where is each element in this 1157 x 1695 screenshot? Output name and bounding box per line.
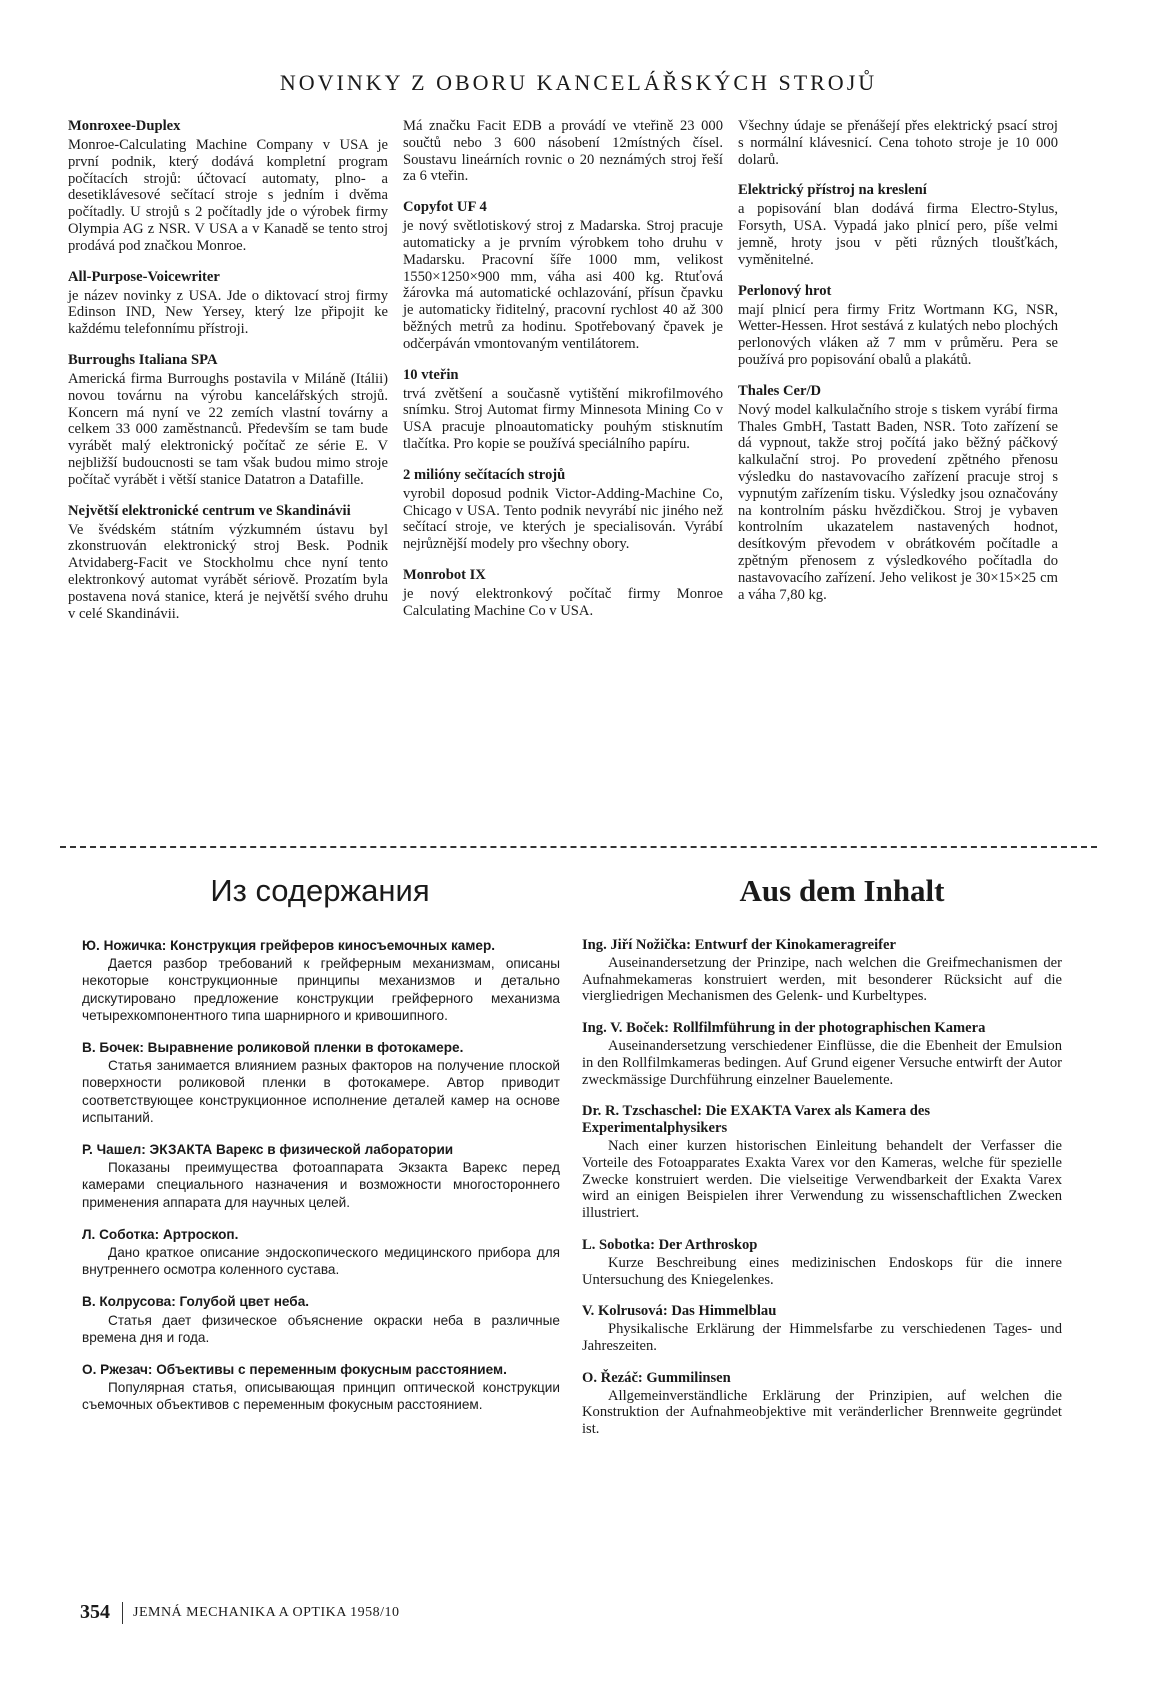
- news-item-text: Americká firma Burroughs postavila v Miláně (Itálii) novou továrnu na výrobu kancelářských strojů. Koncern má nyní ve 22 zemích vlastní továrny a celkem 33 000 zaměstnanců. Především se tam bude vyrábět malý elektronický počítač ze série E. V nejbližší budoucnosti se tam však budou mimo stroje počítač vyrábět i větší stanice Datatron a Datafille.: [68, 370, 388, 488]
- news-item: [403, 367, 723, 453]
- toc-entry-title: Dr. R. Tzschaschel: Die EXAKTA Varex als Kamera des Experimentalphysikers: [582, 1103, 931, 1137]
- news-item: [403, 467, 723, 553]
- toc-entry: [582, 1370, 1062, 1438]
- news-item-title: Monroxee-Duplex: [68, 118, 181, 134]
- news-item-text: Monroe-Calculating Machine Company v USA je první podnik, který dodává kompletní program počítacích strojů: účtovací automaty, plno- a desetiklávesové sečítací stroje s jedním i dvěma počítadly. U strojů s 2 počítadly jde o výrobek firmy Olympia AG z NSR. V USA a v Kanadě se tento stroj prodává pod značkou Monroe.: [68, 137, 388, 254]
- news-item-text: je název novinky z USA. Jde o diktovací stroj firmy Edinson IND, New Yersey, který lze připojit ke každému telefonnímu přístroji.: [68, 287, 388, 338]
- news-column-3: [738, 118, 1058, 636]
- news-item: [738, 182, 1058, 268]
- page-number: 354: [80, 1601, 110, 1623]
- toc-entry: [582, 1237, 1062, 1288]
- toc-entry-title: L. Sobotka: Der Arthroskop: [582, 1236, 758, 1253]
- toc-entry-desc: Статья занимается влиянием разных факторов на получение плоской поверхности роликовой пленки в фотокамере. Автор приводит соответствующее конструкционное исполнение деталей камер на основе испытаний.: [82, 1058, 560, 1125]
- news-column-1: [68, 118, 388, 636]
- news-item: [403, 567, 723, 620]
- section-divider: [60, 846, 1097, 848]
- toc-entry-desc: Nach einer kurzen historischen Einleitung behandelt der Verfasser die Vorteile des Fotoapparates Exakta Varex vor den Kameras, welche für spezielle Zwecke konstruiert werden. Die vielseitige Verwendbarkeit der Exakta Varex wird an einigen Beispielen ihrer Verwendung zu wissenschaftlichen Zwecken illustriert.: [582, 1137, 1062, 1222]
- toc-entry: [582, 1303, 1062, 1354]
- toc-entry: [582, 937, 1062, 1005]
- news-item-title: Copyfot UF 4: [403, 199, 487, 216]
- toc-entry-desc: Статья дает физическое объяснение окраски неба в различные времена дня и года.: [82, 1312, 560, 1345]
- toc-entry: [82, 1361, 560, 1414]
- news-item-title: Burroughs Italiana SPA: [68, 351, 218, 368]
- toc-entry-title: O. Řezáč: Gummilinsen: [582, 1369, 731, 1386]
- journal-title: JEMNÁ MECHANIKA A OPTIKA 1958/10: [133, 1604, 400, 1620]
- toc-entry: [82, 937, 560, 1024]
- toc-entry: [582, 1103, 1062, 1222]
- news-item: [738, 383, 1058, 604]
- toc-entry-title: О. Ржезач: Объективы с переменным фокусным расстоянием.: [82, 1362, 507, 1378]
- news-item: [68, 352, 388, 489]
- news-section: [68, 118, 1058, 636]
- page-footer: [80, 1601, 399, 1624]
- toc-entry-title: Р. Чашел: ЭКЗАКТА Варекс в физической лаборатории: [82, 1142, 454, 1158]
- news-column-2: [403, 118, 723, 636]
- news-item-title: Elektrický přístroj na kreslení: [738, 182, 927, 199]
- news-item-title: 10 vteřin: [403, 366, 459, 383]
- toc-heading-german: Aus dem Inhalt: [739, 873, 945, 908]
- toc-entry: [82, 1141, 560, 1211]
- news-item: [68, 269, 388, 338]
- toc-entry-title: Ю. Ножичка: Конструкция грейферов киносъемочных камер.: [82, 938, 496, 953]
- toc-entry: [82, 1039, 560, 1126]
- news-item: [68, 503, 388, 623]
- toc-entry-desc: Дано краткое описание эндоскопического медицинского прибора для внутреннего осмотра коленного сустава.: [82, 1245, 560, 1278]
- news-item-text: trvá zvětšení a současně vytištění mikrofilmového snímku. Stroj Automat firmy Minnesota Mining Co v USA pracuje plnoautomaticky pouhým stisknutím tlačítka. Pro kopie se používá speciálního papíru.: [403, 385, 723, 452]
- toc-german: [582, 937, 1062, 1453]
- news-item: [68, 118, 388, 255]
- news-item-text: Má značku Facit EDB a provádí ve vteřině 23 000 součtů nebo 3 600 násobení 12místných čísel. Soustavu lineárních rovnic o 20 neznámých stroj řeší za 6 vteřin.: [403, 118, 723, 185]
- news-item-text: vyrobil doposud podnik Victor-Adding-Machine Co, Chicago v USA. Tento podnik nevyrábí nic jiného než sečítací stroje, ve kterých je specialisován. Vyrábí nejrůznější modely pro všechny obory.: [403, 485, 723, 553]
- news-item: [403, 199, 723, 352]
- toc-entry: [82, 1293, 560, 1346]
- toc-entry-title: Л. Соботка: Артроскоп.: [82, 1226, 239, 1242]
- toc-russian: [82, 937, 560, 1429]
- news-item-text: mají plnicí pera firmy Fritz Wortmann KG, NSR, Wetter-Hessen. Hrot sestává z kulatých nebo plochých perlonových vláken až 7 mm v průměru. Pera se používá pro popisování obalů a plakátů.: [738, 301, 1058, 368]
- toc-entry: [582, 1020, 1062, 1088]
- toc-entry-title: В. Колрусова: Голубой цвет неба.: [82, 1294, 310, 1310]
- toc-entry-desc: Auseinandersetzung der Prinzipe, nach welchen die Greifmechanismen der Aufnahmekameras konstruiert werden, mit besonderer Rücksicht auf die viergliedrigen Mechanismen des Gelenk- und Kurbeltypes.: [582, 954, 1062, 1005]
- news-item-title: 2 milióny sečítacích strojů: [403, 466, 566, 483]
- toc-entry-title: Ing. V. Boček: Rollfilmführung in der photographischen Kamera: [582, 1020, 986, 1037]
- news-item: [403, 118, 723, 185]
- news-item-title: Monrobot IX: [403, 566, 486, 583]
- news-item-text: je nový světlotiskový stroj z Madarska. Stroj pracuje automaticky a je prvním výrobkem toho druhu v Madarsku. Pracovní šíře 1000 mm, velikost 1550×1250×900 mm, váha asi 400 kg. Rtuťová žárovka má automatické ochlazování, přísun čpavku je automaticky řiditelný, pracovní rychlost 40 až 300 běžných metrů za hodinu. Spotřebovaný čpavek je odčerpáván vmontovaným ventilátorem.: [403, 218, 723, 352]
- news-item-title: All-Purpose-Voicewriter: [68, 268, 220, 285]
- toc-entry: [82, 1226, 560, 1279]
- toc-entry-desc: Дается разбор требований к грейферным механизмам, описаны некоторые конструкционные принципы механизмов и детально дискутировано предложение конструкции грейферного механизма четырехкомпонентного типа шарнирного и кривошипного.: [82, 956, 560, 1023]
- toc-entry-desc: Allgemeinverständliche Erklärung der Prinzipien, auf welchen die Konstruktion der Aufnahmeobjektive mit veränderlicher Brennweite gegründet ist.: [582, 1387, 1062, 1438]
- news-item: [738, 118, 1058, 168]
- news-item-title: Thales Cer/D: [738, 382, 822, 399]
- toc-heading-russian: Из содержания: [210, 873, 430, 908]
- news-item-text: je nový elektronkový počítač firmy Monroe Calculating Machine Co v USA.: [403, 585, 723, 619]
- news-item-text: a popisování blan dodává firma Electro-Stylus, Forsyth, USA. Vypadá jako plnicí pero, píše velmi jemně, hroty jsou v pěti různých tloušťkách, vyměnitelné.: [738, 201, 1058, 268]
- footer-separator: [122, 1602, 123, 1624]
- page-title: NOVINKY Z OBORU KANCELÁŘSKÝCH STROJŮ: [279, 70, 878, 95]
- toc-entry-desc: Kurze Beschreibung eines medizinischen Endoskops für die innere Untersuchung des Kniegelenkes.: [582, 1254, 1062, 1288]
- news-item: [738, 283, 1058, 369]
- news-item-title: Největší elektronické centrum ve Skandinávii: [68, 502, 351, 519]
- toc-entry-title: Ing. Jiří Nožička: Entwurf der Kinokameragreifer: [582, 937, 896, 953]
- news-item-text: Ve švédském státním výzkumném ústavu byl zkonstruován elektronický stroj Besk. Podnik Atvidaberg-Facit ve Stockholmu chce nyní tento elektronkový automat vyrábět sériově. Prozatím byla postavena nová stanice, která je největší svého druhu v celé Skandinávii.: [68, 521, 388, 622]
- toc-entry-desc: Physikalische Erklärung der Himmelsfarbe zu verschiedenen Tages- und Jahreszeiten.: [582, 1321, 1062, 1354]
- news-item-text: Nový model kalkulačního stroje s tiskem vyrábí firma Thales GmbH, Tastatt Baden, NSR. Toto zařízení se dá vypnout, takže stroj počítá jako běžný páčkový kalkulační stroj. Po provedení zpětného přenosu výsledku do nastavovacího zařízení pracuje stroj s vypnutým zařízením tisku. Výsledky jsou označovány na kontrolním pásku hvězdičkou. Stroj je vybaven kontrolním ukazatelem nastavených hodnot, desítkovým převodem v obrátkovém počítadle a zpětným přenosem z výsledkového počítadla do nastavovacího zařízení. Jeho velikost je 30×15×25 cm a váha 7,80 kg.: [738, 401, 1058, 603]
- news-item-text: Všechny údaje se přenášejí přes elektrický psací stroj s normální klávesnicí. Cena tohoto stroje je 10 000 dolarů.: [738, 118, 1058, 168]
- toc-entry-title: V. Kolrusová: Das Himmelblau: [582, 1303, 777, 1320]
- toc-entry-desc: Показаны преимущества фотоаппарата Экзакта Варекс перед камерами специального назначения и возможности многостороннего применения аппарата для научных целей.: [82, 1160, 560, 1210]
- toc-entry-title: В. Бочек: Выравнение роликовой пленки в фотокамере.: [82, 1040, 464, 1056]
- toc-entry-desc: Auseinandersetzung verschiedener Einflüsse, die die Ebenheit der Emulsion in den Rollfilmkameras bedingen. Auf Grund eigener Versuche entwirft der Autor zweckmässige Durchführung einzelner Bauelemente.: [582, 1037, 1062, 1088]
- news-item-title: Perlonový hrot: [738, 282, 832, 299]
- toc-entry-desc: Популярная статья, описывающая принцип оптической конструкции съемочных объективов с переменным фокусным расстоянием.: [82, 1380, 560, 1413]
